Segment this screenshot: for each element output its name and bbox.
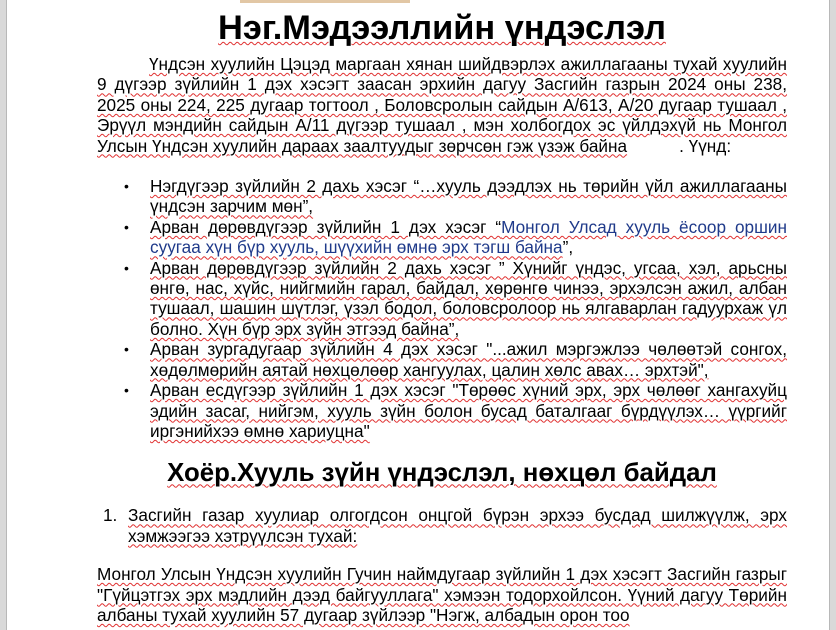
article-bullet-list [97, 176, 787, 441]
intro-paragraph-tail: . Үүнд: [679, 135, 732, 156]
bullet-text: Арван есдүгээр зүйлийн 1 дэх хэсэг "Төрөөс хүний эрх, эрх чөлөөг хангахуйц эдийн засаг, нийгэм, хууль зүйн болон бусад баталгааг бүрдүүлэх… үүргийг иргэнийхээ өмнө хариуцна" [150, 380, 787, 441]
bullet-dot: • [124, 341, 129, 358]
bullet-dot: • [124, 218, 129, 235]
bullet-text: Арван дөрөвдүгээр зүйлийн 2 дахь хэсэг ” Хүнийг үндэс, угсаа, хэл, арьсны өнгө, нас, хүйс, нийгмийн гарал, байдал, хөрөнгө чинээ, эрхэлсэн ажил, албан тушаал, шашин шүтлэг, үзэл бодол, боловсролоор нь ялгаварлан гадуурхаж үл болно. Хүн бүр эрх зүйн этгээд байна”, [150, 257, 787, 339]
intro-paragraph [97, 54, 787, 156]
intro-paragraph-word: байна [579, 135, 628, 156]
section-heading-2 [97, 459, 787, 487]
bullet-text: Арван дөрөвдүгээр зүйлийн 1 дэх хэсэг “ [150, 216, 502, 237]
page-edge-right [829, 0, 836, 630]
bullet-item [97, 217, 787, 258]
section-heading-1-text: Нэг.Мэдээллийн үндэслэл [218, 9, 666, 47]
bullet-dot: • [124, 259, 129, 276]
bullet-text-end: ”, [562, 237, 574, 258]
numbered-item-text: Засгийн газар хуулиар олгогдсон онцгой бүрэн эрхээ бусдад шилжүүлж, эрх хэмжээгээ хэтрүүлсэн тухай: [128, 505, 787, 546]
bullet-item [97, 380, 787, 441]
bullet-item [97, 258, 787, 340]
bullet-quoted-text: Монгол Улсад хууль ёсоор оршин суугаа хүн бүр хууль, шүүхийн өмнө эрх тэгш байна [150, 216, 787, 258]
body-paragraph-text: Монгол Улсын Үндсэн хуулийн Гучин наймдугаар зүйлийн 1 дэх хэсэгт Засгийн газрыг "Гүйцэтгэх эрх мэдлийн дээд байгууллага" хэмээн тодорхойлсон. Үүний дагуу Төрийн албаны тухай хуулийн 57 дугаар зүйлээр "Нэгж, албадын орон тоо [97, 564, 787, 625]
numbered-item-number: 1. [103, 505, 118, 526]
section-heading-2-text: Хоёр.Хууль зүйн үндэслэл, нөхцөл байдал [167, 459, 717, 488]
numbered-list [97, 505, 787, 546]
body-paragraph [97, 564, 787, 625]
bullet-text: Арван зургадугаар зүйлийн 4 дэх хэсэг "...ажил мэргэжлээ чөлөөтэй сонгох, хөдөлмөрийн аятай нөхцөлөөр хангуулах, цалин хөлс авах… эрхтэй", [150, 339, 787, 380]
previous-content-strip [240, 0, 410, 3]
bullet-dot: • [124, 178, 129, 195]
page-edge-left [0, 0, 7, 630]
section-heading-1 [97, 9, 787, 47]
bullet-item [97, 176, 787, 217]
bullet-dot: • [124, 382, 129, 399]
bullet-item [97, 339, 787, 380]
bullet-text: Нэгдүгээр зүйлийн 2 дахь хэсэг “…хууль дээдлэх нь төрийн үйл ажиллагааны үндсэн зарчим мөн”, [150, 176, 787, 217]
numbered-item [97, 505, 787, 546]
document-body [97, 9, 787, 625]
intro-paragraph-text: Үндсэн хуулийн Цэцэд маргаан хянан шийдвэрлэх ажиллагааны тухай хуулийн 9 дүгээр зүйлийн 1 дэх хэсэгт заасан эрхийн дагуу Засгийн газрын 2024 оны 238, 2025 оны 224, 225 дугаар тогтоол , Боловсролын сайдын А/613, А/20 дугаар тушаал , Эрүүл мэндийн сайдын А/11 дүгээр тушаал , мэн холбогдох эс үйлдэхүй нь Монгол Улсын Үндсэн хуулийн дараах заалтуудыг зөрчсөн гэж үзэж [97, 54, 787, 156]
